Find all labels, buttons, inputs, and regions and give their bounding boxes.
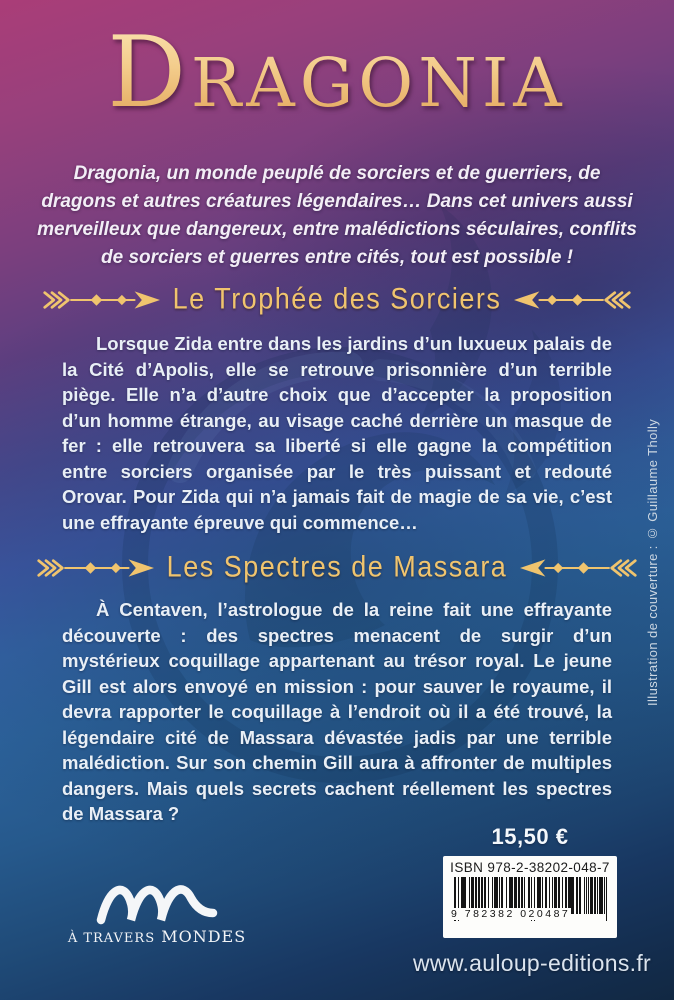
section-body: À Centaven, l’astrologue de la reine fait une effrayante découverte : des spectres menacent de surgir d’un mystérieux coquillage appartenant au trésor royal. Le jeune Gill est alors envoyé en mission : pour sauver le royaume, il devra rapporter le coquillage à l’endroit où il a été trouvé, la légendaire cité de Massara dévastée jadis par une terrible malédiction. Sur son chemin Gill aura à affronter de multiples dangers. Mais quels secrets cachent réellement les spectres de Massara ? [62,599,612,824]
section-heading-row [0,552,674,583]
arrow-ornament-left-icon [36,556,154,580]
arrow-ornament-right-icon [520,556,638,580]
isbn-label: ISBN 978-2-38202-048-7 [450,860,610,875]
section-body: Lorsque Zida entre dans les jardins d’un luxueux palais de la Cité d’Apolis, elle se retrouve prisonnière d’un terrible piège. Elle n’a d’autre choix que d’accepter la proposition d’un homme étrange, au visage caché derrière un masque de fer : elle retrouvera sa liberté si elle gagne la compétition entre sorciers organisée par le très puissant et redouté Orovar. Pour Zida qui n’a jamais fait de magie de sa vie, c’est une effrayante épreuve qui commence… [62,333,612,533]
section-heading-row [0,284,674,315]
intro-text: Dragonia, un monde peuplé de sorciers et de guerriers, de dragons et autres créatures légendaires… Dans cet univers aussi merveilleux que dangereux, entre malédictions séculaires, conflits de sorciers et guerres entre cités, tout est possible ! [37,163,637,268]
website-url: www.auloup-editions.fr [413,950,651,976]
isbn-barcode [443,856,617,938]
section-heading: Les Spectres de Massara [166,550,508,584]
barcode-digits: 9 782382 020487 [451,908,571,920]
publisher-name-suffix: MONDES [161,927,247,946]
book-title: DRAGONIA [0,16,674,130]
publisher-name [62,927,252,946]
section-heading: Le Trophée des Sorciers [172,282,502,316]
publisher-wave-icon [95,876,219,928]
publisher-name-prefix: À TRAVERS [67,931,156,946]
cover-illustration-credit: Illustration de couverture : © Guillaume Tholly [645,418,660,706]
arrow-ornament-left-icon [42,288,160,312]
arrow-ornament-right-icon [514,288,632,312]
publisher-logo [62,876,252,946]
price-label: 15,50 € [491,824,569,849]
